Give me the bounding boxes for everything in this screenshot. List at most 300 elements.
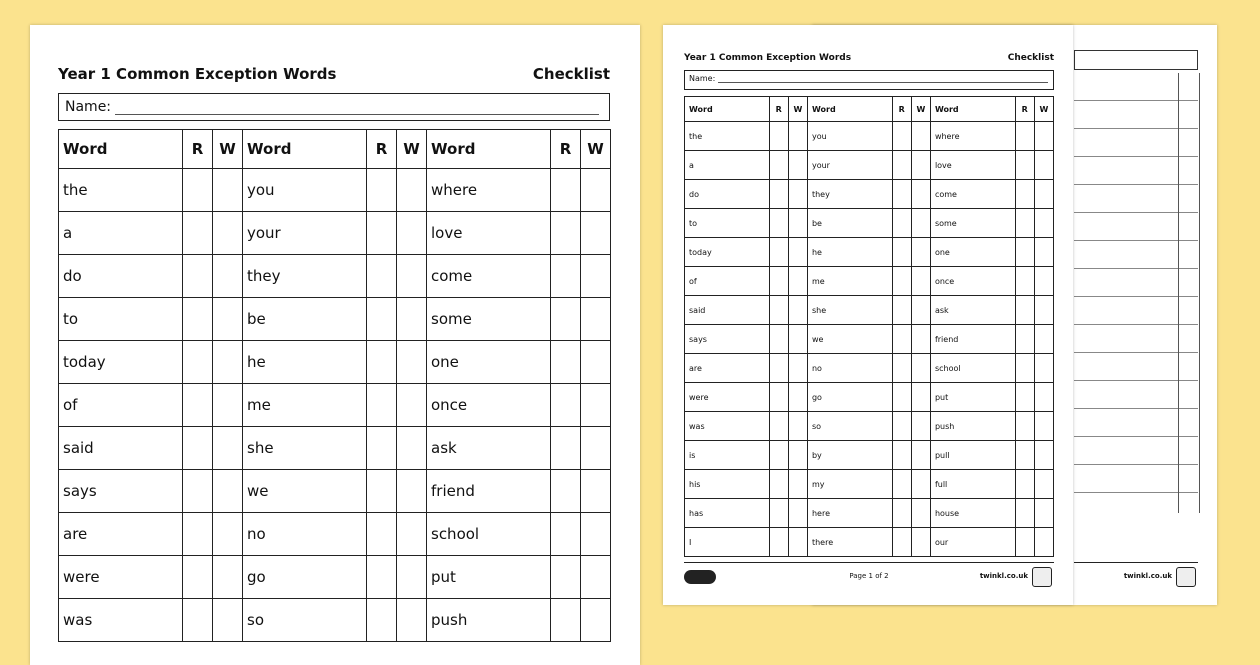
word-cell: I xyxy=(685,528,770,557)
write-check-cell[interactable] xyxy=(213,255,243,298)
write-header: W xyxy=(1034,97,1053,122)
table-header xyxy=(685,97,1054,122)
word-cell: of xyxy=(59,384,183,427)
word-cell: my xyxy=(807,470,892,499)
read-check-cell[interactable] xyxy=(367,298,397,341)
read-check-cell[interactable] xyxy=(183,470,213,513)
word-cell: there xyxy=(807,528,892,557)
read-header: R xyxy=(1015,97,1034,122)
read-check-cell[interactable] xyxy=(183,599,213,642)
word-cell: were xyxy=(59,556,183,599)
read-check-cell[interactable] xyxy=(769,180,788,209)
write-header: W xyxy=(397,130,427,169)
write-check-cell[interactable] xyxy=(788,470,807,499)
read-check-cell[interactable] xyxy=(892,122,911,151)
read-check-cell[interactable] xyxy=(1015,180,1034,209)
word-cell: be xyxy=(243,298,367,341)
read-check-cell[interactable] xyxy=(183,298,213,341)
read-check-cell[interactable] xyxy=(183,169,213,212)
write-check-cell[interactable] xyxy=(213,556,243,599)
write-check-cell[interactable] xyxy=(788,122,807,151)
word-cell: love xyxy=(930,151,1015,180)
word-cell: no xyxy=(807,354,892,383)
read-check-cell[interactable] xyxy=(183,556,213,599)
write-check-cell[interactable] xyxy=(581,212,611,255)
read-check-cell[interactable] xyxy=(1015,383,1034,412)
read-check-cell[interactable] xyxy=(892,383,911,412)
write-check-cell[interactable] xyxy=(213,513,243,556)
write-check-cell[interactable] xyxy=(911,325,930,354)
write-check-cell[interactable] xyxy=(788,499,807,528)
write-check-cell[interactable] xyxy=(911,180,930,209)
table-row xyxy=(685,238,1054,267)
read-check-cell[interactable] xyxy=(551,212,581,255)
read-check-cell[interactable] xyxy=(367,384,397,427)
read-check-cell[interactable] xyxy=(892,151,911,180)
write-check-cell[interactable] xyxy=(1034,122,1053,151)
word-cell: his xyxy=(685,470,770,499)
word-cell: the xyxy=(59,169,183,212)
read-check-cell[interactable] xyxy=(551,599,581,642)
read-check-cell[interactable] xyxy=(769,122,788,151)
write-check-cell[interactable] xyxy=(581,298,611,341)
word-cell: no xyxy=(243,513,367,556)
table-row xyxy=(59,298,611,341)
read-check-cell[interactable] xyxy=(367,212,397,255)
read-check-cell[interactable] xyxy=(892,180,911,209)
name-line xyxy=(115,114,599,115)
word-cell: she xyxy=(807,296,892,325)
word-cell: one xyxy=(930,238,1015,267)
word-header: Word xyxy=(243,130,367,169)
write-check-cell[interactable] xyxy=(581,427,611,470)
table-header xyxy=(59,130,611,169)
read-check-cell[interactable] xyxy=(551,255,581,298)
header-row xyxy=(684,53,1054,63)
word-header: Word xyxy=(59,130,183,169)
write-check-cell[interactable] xyxy=(581,384,611,427)
name-field xyxy=(58,93,610,121)
read-check-cell[interactable] xyxy=(892,470,911,499)
word-cell: push xyxy=(930,412,1015,441)
word-cell: a xyxy=(59,212,183,255)
word-cell: is xyxy=(685,441,770,470)
table-row xyxy=(685,180,1054,209)
table-row xyxy=(685,499,1054,528)
write-check-cell[interactable] xyxy=(397,341,427,384)
read-check-cell[interactable] xyxy=(769,267,788,296)
word-cell: of xyxy=(685,267,770,296)
write-check-cell[interactable] xyxy=(1034,441,1053,470)
table-row xyxy=(685,267,1054,296)
write-check-cell[interactable] xyxy=(911,267,930,296)
read-check-cell[interactable] xyxy=(1015,325,1034,354)
read-check-cell[interactable] xyxy=(183,341,213,384)
write-check-cell[interactable] xyxy=(581,556,611,599)
word-cell: where xyxy=(930,122,1015,151)
word-cell: he xyxy=(243,341,367,384)
word-cell: we xyxy=(243,470,367,513)
write-check-cell[interactable] xyxy=(1034,470,1053,499)
word-cell: were xyxy=(685,383,770,412)
write-check-cell[interactable] xyxy=(788,209,807,238)
read-check-cell[interactable] xyxy=(1015,441,1034,470)
table-row xyxy=(685,151,1054,180)
read-check-cell[interactable] xyxy=(769,354,788,383)
table-row xyxy=(59,427,611,470)
write-check-cell[interactable] xyxy=(397,169,427,212)
word-cell: so xyxy=(807,412,892,441)
word-cell: you xyxy=(807,122,892,151)
read-check-cell[interactable] xyxy=(367,599,397,642)
write-check-cell[interactable] xyxy=(1034,383,1053,412)
table-row xyxy=(59,470,611,513)
read-check-cell[interactable] xyxy=(1015,238,1034,267)
word-cell: ask xyxy=(427,427,551,470)
word-cell: ask xyxy=(930,296,1015,325)
name-field xyxy=(684,70,1054,90)
write-check-cell[interactable] xyxy=(911,296,930,325)
write-check-cell[interactable] xyxy=(213,341,243,384)
write-check-cell[interactable] xyxy=(397,556,427,599)
read-check-cell[interactable] xyxy=(183,384,213,427)
write-check-cell[interactable] xyxy=(397,470,427,513)
word-header: Word xyxy=(930,97,1015,122)
read-check-cell[interactable] xyxy=(892,325,911,354)
write-check-cell[interactable] xyxy=(1034,528,1053,557)
read-check-cell[interactable] xyxy=(551,341,581,384)
word-cell: school xyxy=(427,513,551,556)
header-row xyxy=(58,65,610,83)
read-check-cell[interactable] xyxy=(183,212,213,255)
read-check-cell[interactable] xyxy=(183,513,213,556)
read-check-cell[interactable] xyxy=(892,354,911,383)
word-cell: some xyxy=(427,298,551,341)
word-cell: was xyxy=(59,599,183,642)
word-cell: friend xyxy=(930,325,1015,354)
read-check-cell[interactable] xyxy=(1015,354,1034,383)
read-check-cell[interactable] xyxy=(367,556,397,599)
word-cell: they xyxy=(807,180,892,209)
write-check-cell[interactable] xyxy=(911,209,930,238)
word-cell: push xyxy=(427,599,551,642)
worksheet-page1-preview xyxy=(663,25,1073,605)
write-check-cell[interactable] xyxy=(1034,267,1053,296)
write-check-cell[interactable] xyxy=(213,470,243,513)
table-row xyxy=(59,556,611,599)
table-row xyxy=(59,513,611,556)
read-check-cell[interactable] xyxy=(1015,528,1034,557)
write-check-cell[interactable] xyxy=(788,296,807,325)
word-cell: a xyxy=(685,151,770,180)
read-check-cell[interactable] xyxy=(551,427,581,470)
word-cell: to xyxy=(59,298,183,341)
read-check-cell[interactable] xyxy=(892,238,911,267)
write-check-cell[interactable] xyxy=(213,599,243,642)
word-cell: here xyxy=(807,499,892,528)
write-check-cell[interactable] xyxy=(1034,412,1053,441)
name-label: Name: xyxy=(689,74,716,83)
word-cell: do xyxy=(59,255,183,298)
write-check-cell[interactable] xyxy=(213,298,243,341)
worksheet-title: Year 1 Common Exception Words xyxy=(58,65,337,83)
read-header: R xyxy=(183,130,213,169)
table-row xyxy=(685,354,1054,383)
write-check-cell[interactable] xyxy=(911,499,930,528)
write-check-cell[interactable] xyxy=(213,384,243,427)
write-check-cell[interactable] xyxy=(911,238,930,267)
read-check-cell[interactable] xyxy=(1015,499,1034,528)
word-header: Word xyxy=(685,97,770,122)
read-check-cell[interactable] xyxy=(367,513,397,556)
write-check-cell[interactable] xyxy=(581,341,611,384)
read-check-cell[interactable] xyxy=(551,470,581,513)
table-row xyxy=(685,441,1054,470)
write-check-cell[interactable] xyxy=(397,212,427,255)
table-row xyxy=(685,325,1054,354)
read-check-cell[interactable] xyxy=(183,427,213,470)
word-cell: today xyxy=(685,238,770,267)
read-check-cell[interactable] xyxy=(769,412,788,441)
name-line xyxy=(718,82,1048,83)
read-check-cell[interactable] xyxy=(769,296,788,325)
read-check-cell[interactable] xyxy=(769,209,788,238)
worksheet-title: Year 1 Common Exception Words xyxy=(684,53,852,63)
write-check-cell[interactable] xyxy=(788,354,807,383)
badge-icon xyxy=(1176,567,1196,587)
read-check-cell[interactable] xyxy=(769,470,788,499)
read-check-cell[interactable] xyxy=(892,441,911,470)
write-check-cell[interactable] xyxy=(1034,180,1053,209)
worksheet-large-preview xyxy=(30,25,640,665)
table-row xyxy=(59,255,611,298)
write-check-cell[interactable] xyxy=(397,513,427,556)
table-row xyxy=(685,470,1054,499)
read-header: R xyxy=(892,97,911,122)
write-check-cell[interactable] xyxy=(581,599,611,642)
table-row xyxy=(685,528,1054,557)
read-check-cell[interactable] xyxy=(367,169,397,212)
word-cell: go xyxy=(807,383,892,412)
read-check-cell[interactable] xyxy=(1015,151,1034,180)
write-check-cell[interactable] xyxy=(1034,325,1053,354)
word-cell: to xyxy=(685,209,770,238)
write-check-cell[interactable] xyxy=(911,151,930,180)
write-check-cell[interactable] xyxy=(788,441,807,470)
read-check-cell[interactable] xyxy=(551,513,581,556)
read-check-cell[interactable] xyxy=(769,151,788,180)
word-cell: school xyxy=(930,354,1015,383)
word-cell: full xyxy=(930,470,1015,499)
word-cell: says xyxy=(685,325,770,354)
word-cell: one xyxy=(427,341,551,384)
word-cell: your xyxy=(243,212,367,255)
read-check-cell[interactable] xyxy=(892,499,911,528)
read-check-cell[interactable] xyxy=(1015,412,1034,441)
word-cell: friend xyxy=(427,470,551,513)
page-number: Page 1 of 2 xyxy=(849,572,889,580)
word-header: Word xyxy=(427,130,551,169)
read-check-cell[interactable] xyxy=(367,470,397,513)
write-check-cell[interactable] xyxy=(1034,296,1053,325)
word-cell: he xyxy=(807,238,892,267)
read-check-cell[interactable] xyxy=(551,169,581,212)
table-row xyxy=(685,383,1054,412)
write-check-cell[interactable] xyxy=(213,212,243,255)
write-check-cell[interactable] xyxy=(911,470,930,499)
name-box xyxy=(1074,50,1198,70)
table-row xyxy=(685,209,1054,238)
word-cell: says xyxy=(59,470,183,513)
read-header: R xyxy=(551,130,581,169)
write-header: W xyxy=(213,130,243,169)
write-check-cell[interactable] xyxy=(1034,354,1053,383)
write-check-cell[interactable] xyxy=(1034,238,1053,267)
table-row xyxy=(59,599,611,642)
read-check-cell[interactable] xyxy=(892,296,911,325)
write-check-cell[interactable] xyxy=(581,255,611,298)
word-cell: me xyxy=(807,267,892,296)
write-check-cell[interactable] xyxy=(911,354,930,383)
write-check-cell[interactable] xyxy=(788,412,807,441)
write-check-cell[interactable] xyxy=(213,169,243,212)
table-row xyxy=(685,296,1054,325)
word-cell: are xyxy=(685,354,770,383)
word-cell: has xyxy=(685,499,770,528)
read-check-cell[interactable] xyxy=(1015,209,1034,238)
word-cell: be xyxy=(807,209,892,238)
word-cell: pull xyxy=(930,441,1015,470)
read-check-cell[interactable] xyxy=(551,298,581,341)
read-check-cell[interactable] xyxy=(1015,296,1034,325)
write-check-cell[interactable] xyxy=(911,412,930,441)
word-cell: so xyxy=(243,599,367,642)
word-cell: where xyxy=(427,169,551,212)
table-row xyxy=(59,384,611,427)
badge-icon xyxy=(1032,567,1052,587)
word-cell: she xyxy=(243,427,367,470)
footer-site: twinkl.co.uk xyxy=(979,572,1028,580)
write-check-cell[interactable] xyxy=(397,599,427,642)
write-check-cell[interactable] xyxy=(581,169,611,212)
read-check-cell[interactable] xyxy=(1015,122,1034,151)
write-check-cell[interactable] xyxy=(1034,151,1053,180)
word-cell: do xyxy=(685,180,770,209)
word-cell: love xyxy=(427,212,551,255)
word-cell: me xyxy=(243,384,367,427)
word-cell: once xyxy=(930,267,1015,296)
word-cell: the xyxy=(685,122,770,151)
read-header: R xyxy=(367,130,397,169)
write-check-cell[interactable] xyxy=(788,151,807,180)
read-check-cell[interactable] xyxy=(769,325,788,354)
read-check-cell[interactable] xyxy=(183,255,213,298)
read-check-cell[interactable] xyxy=(892,267,911,296)
read-check-cell[interactable] xyxy=(367,427,397,470)
write-header: W xyxy=(788,97,807,122)
word-cell: put xyxy=(930,383,1015,412)
write-check-cell[interactable] xyxy=(581,470,611,513)
write-check-cell[interactable] xyxy=(911,528,930,557)
table-column xyxy=(1178,73,1200,513)
write-check-cell[interactable] xyxy=(788,325,807,354)
word-cell: you xyxy=(243,169,367,212)
write-check-cell[interactable] xyxy=(911,383,930,412)
word-cell: said xyxy=(59,427,183,470)
read-check-cell[interactable] xyxy=(769,383,788,412)
read-header: R xyxy=(769,97,788,122)
word-header: Word xyxy=(807,97,892,122)
write-check-cell[interactable] xyxy=(911,441,930,470)
word-cell: was xyxy=(685,412,770,441)
table-row xyxy=(685,412,1054,441)
word-cell: some xyxy=(930,209,1015,238)
read-check-cell[interactable] xyxy=(769,441,788,470)
word-cell: put xyxy=(427,556,551,599)
write-check-cell[interactable] xyxy=(397,427,427,470)
read-check-cell[interactable] xyxy=(892,412,911,441)
word-table xyxy=(58,129,611,642)
read-check-cell[interactable] xyxy=(769,238,788,267)
write-check-cell[interactable] xyxy=(397,255,427,298)
word-cell: once xyxy=(427,384,551,427)
read-check-cell[interactable] xyxy=(367,341,397,384)
write-check-cell[interactable] xyxy=(397,298,427,341)
word-cell: house xyxy=(930,499,1015,528)
read-check-cell[interactable] xyxy=(769,499,788,528)
worksheet-subtitle: Checklist xyxy=(532,65,610,83)
write-header: W xyxy=(581,130,611,169)
write-check-cell[interactable] xyxy=(581,513,611,556)
word-cell: they xyxy=(243,255,367,298)
table-row xyxy=(59,169,611,212)
word-cell: we xyxy=(807,325,892,354)
read-check-cell[interactable] xyxy=(1015,267,1034,296)
write-check-cell[interactable] xyxy=(788,528,807,557)
read-check-cell[interactable] xyxy=(892,209,911,238)
word-cell: come xyxy=(427,255,551,298)
write-check-cell[interactable] xyxy=(788,180,807,209)
write-check-cell[interactable] xyxy=(213,427,243,470)
write-check-cell[interactable] xyxy=(1034,209,1053,238)
word-cell: today xyxy=(59,341,183,384)
word-cell: are xyxy=(59,513,183,556)
write-check-cell[interactable] xyxy=(788,383,807,412)
page-footer xyxy=(1074,562,1198,587)
write-check-cell[interactable] xyxy=(1034,499,1053,528)
word-cell: said xyxy=(685,296,770,325)
read-check-cell[interactable] xyxy=(551,556,581,599)
page-footer xyxy=(684,562,1054,587)
word-cell: go xyxy=(243,556,367,599)
worksheet-subtitle: Checklist xyxy=(1007,53,1054,63)
name-label: Name: xyxy=(65,99,112,115)
write-check-cell[interactable] xyxy=(911,122,930,151)
write-check-cell[interactable] xyxy=(397,384,427,427)
table-row xyxy=(685,122,1054,151)
read-check-cell[interactable] xyxy=(892,528,911,557)
read-check-cell[interactable] xyxy=(367,255,397,298)
word-cell: come xyxy=(930,180,1015,209)
write-check-cell[interactable] xyxy=(788,238,807,267)
write-check-cell[interactable] xyxy=(788,267,807,296)
word-cell: by xyxy=(807,441,892,470)
read-check-cell[interactable] xyxy=(551,384,581,427)
table-row xyxy=(59,212,611,255)
read-check-cell[interactable] xyxy=(769,528,788,557)
read-check-cell[interactable] xyxy=(1015,470,1034,499)
word-cell: your xyxy=(807,151,892,180)
